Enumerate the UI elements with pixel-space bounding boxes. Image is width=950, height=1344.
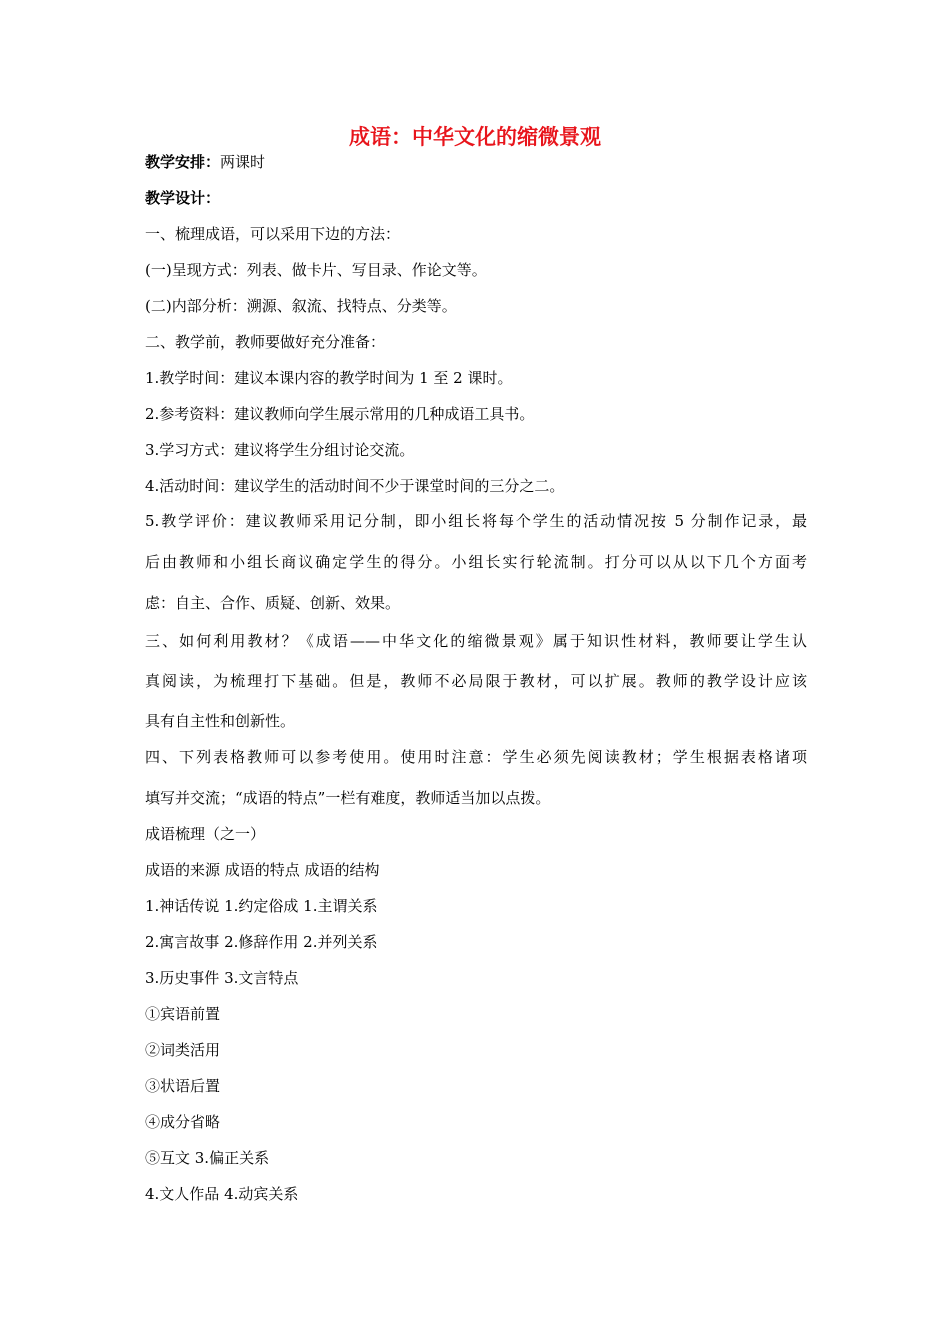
table-row-line: ⑤互文 3.偏正关系 — [145, 1149, 270, 1167]
table-row-line: ④成分省略 — [145, 1113, 221, 1131]
table-row-line: ②词类活用 — [145, 1041, 221, 1059]
paragraph-line: 三、如何利用教材？《成语——中华文化的缩微景观》属于知识性材料，教师要让学生认 — [145, 632, 807, 650]
table-row-line: 2.寓言故事 2.修辞作用 2.并列关系 — [145, 933, 378, 951]
table-row-line: 3.历史事件 3.文言特点 — [145, 969, 299, 987]
paragraph-line: (一)呈现方式：列表、做卡片、写目录、作论文等。 — [145, 261, 487, 279]
table-caption: 成语梳理（之一） — [145, 825, 266, 843]
table-row-line: 1.神话传说 1.约定俗成 1.主谓关系 — [145, 897, 378, 915]
arrangement-label: 教学安排： — [145, 153, 221, 171]
paragraph-line: 后由教师和小组长商议确定学生的得分。小组长实行轮流制。打分可以从以下几个方面考 — [145, 553, 807, 571]
paragraph-line: 一、梳理成语，可以采用下边的方法： — [145, 225, 401, 243]
design-label: 教学设计： — [145, 189, 221, 207]
arrangement-line — [145, 151, 265, 173]
paragraph-line: 2.参考资料：建议教师向学生展示常用的几种成语工具书。 — [145, 405, 535, 423]
table-row-line: ①宾语前置 — [145, 1005, 221, 1023]
paragraph-line: 1.教学时间：建议本课内容的教学时间为 1 至 2 课时。 — [145, 369, 513, 387]
paragraph-line: 虑：自主、合作、质疑、创新、效果。 — [145, 594, 401, 612]
paragraph-line: 5.教学评价：建议教师采用记分制，即小组长将每个学生的活动情况按 5 分制作记录，最 — [145, 512, 807, 530]
paragraph-line: 二、教学前，教师要做好充分准备： — [145, 333, 386, 351]
paragraph-line: 填写并交流；“成语的特点”一栏有难度，教师适当加以点拨。 — [145, 789, 551, 807]
paragraph-line: 4.活动时间：建议学生的活动时间不少于课堂时间的三分之二。 — [145, 477, 565, 495]
document-title: 成语：中华文化的缩微景观 — [349, 125, 601, 149]
paragraph-line: 3.学习方式：建议将学生分组讨论交流。 — [145, 441, 415, 459]
table-row-line: 4.文人作品 4.动宾关系 — [145, 1185, 299, 1203]
paragraph-line: 真阅读，为梳理打下基础。但是，教师不必局限于教材，可以扩展。教师的教学设计应该 — [145, 672, 807, 690]
arrangement-value: 两课时 — [220, 153, 266, 171]
table-row-line: ③状语后置 — [145, 1077, 221, 1095]
table-header-line: 成语的来源 成语的特点 成语的结构 — [145, 861, 380, 879]
paragraph-line: 四、下列表格教师可以参考使用。使用时注意：学生必须先阅读教材；学生根据表格诸项 — [145, 748, 807, 766]
paragraph-line: (二)内部分析：溯源、叙流、找特点、分类等。 — [145, 297, 457, 315]
paragraph-line: 具有自主性和创新性。 — [145, 712, 296, 730]
